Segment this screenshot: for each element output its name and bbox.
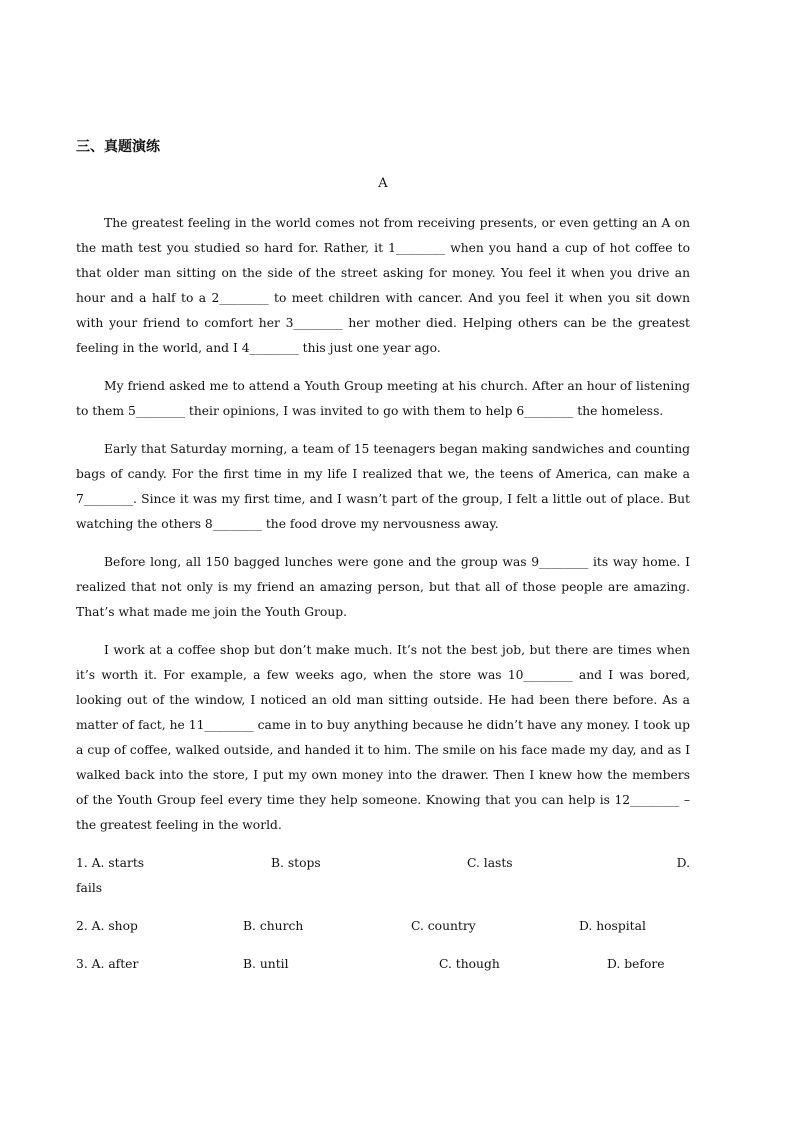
option-c: C. lasts [467,856,513,870]
option-d: D. [676,856,690,870]
paragraph-2: My friend asked me to attend a Youth Group meeting at his church. After an hour of listening to them 5________ their opinions, I was invited to go with them to help 6________ the homeless. [76,379,690,418]
paragraph-5: I work at a coffee shop but don’t make much. It’s not the best job, but there are times when it’s worth it. For example, a few weeks ago, when the store was 10________ and I was bored, looking out of the window, I noticed an old man sitting outside. He had been there before. As a matter of fact, he 11________ came in to buy anything because he didn’t have any money. I took up a cup of coffee, walked outside, and handed it to him. The smile on his face made my day, and as I walked back into the store, I put my own money into the drawer. Then I knew how the members of the Youth Group feel every time they help someone. Knowing that you can help is 12________ – the greatest feeling in the world. [76,643,690,832]
option-b: B. stops [271,856,321,870]
option-d: D. before [607,957,665,971]
question-number: 1. [76,856,88,870]
option-a: A. starts [91,856,145,870]
option-a: A. after [91,957,139,971]
option-a: A. shop [91,919,138,933]
paragraph-3: Early that Saturday morning, a team of 15 teenagers began making sandwiches and counting bags of candy. For the first time in my life I realized that we, the teens of America, can make a 7________. Since it was my first time, and I wasn’t part of the group, I felt a little out of place. But watching the others 8________ the food drove my nervousness away. [76,442,690,531]
question-number: 3. [76,957,88,971]
question-1 [76,851,690,901]
paragraph-1: The greatest feeling in the world comes not from receiving presents, or even getting an A on the math test you studied so hard for. Rather, it 1________ when you hand a cup of hot coffee to that older man sitting on the side of the street asking for money. You feel it when you drive an hour and a half to a 2________ to meet children with cancer. And you feel it when you sit down with your friend to comfort her 3________ her mother died. Helping others can be the greatest feeling in the world, and I 4________ this just one year ago. [76,216,690,355]
paragraph-4: Before long, all 150 bagged lunches were gone and the group was 9________ its way home. I realized that not only is my friend an amazing person, but that all of those people are amazing. That’s what made me join the Youth Group. [76,555,690,619]
question-options [76,851,690,990]
option-b: B. until [243,957,289,971]
option-b: B. church [243,919,304,933]
question-number: 2. [76,919,88,933]
passage-label: A [378,176,388,191]
option-c: C. though [439,957,500,971]
question-2 [76,914,690,939]
option-c: C. country [411,919,476,933]
option-d-text: fails [76,881,103,895]
option-d: D. hospital [579,919,646,933]
passage [76,211,690,851]
question-3 [76,952,690,977]
section-title: 三、真题演练 [76,139,160,155]
